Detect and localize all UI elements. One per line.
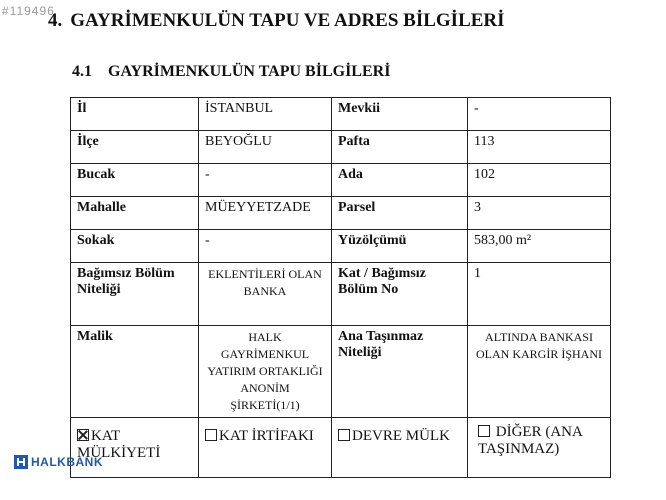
field-label: Ana Taşınmaz Niteliği [332,326,468,418]
checkbox-0 [77,429,89,441]
field-value: 113 [468,131,611,164]
field-label: Mevkii [332,98,468,131]
field-label: Malik [71,326,199,418]
ownership-option [199,418,332,478]
field-value: 583,00 m² [468,230,611,263]
field-value: ALTINDA BANKASI OLAN KARGİR İŞHANI [468,326,611,418]
field-value: 102 [468,164,611,197]
checkbox-1 [205,429,217,441]
section-number: 4. [48,10,63,31]
watermark: #119496 [2,4,55,18]
field-value: - [199,164,332,197]
ownership-label: DEVRE MÜLK [352,428,450,444]
ownership-row [71,418,611,478]
halkbank-logo-icon [14,455,28,469]
section-title: GAYRİMENKULÜN TAPU VE ADRES BİLGİLERİ [70,10,505,31]
ownership-label: KAT MÜLKİYETİ [77,428,161,461]
subsection-title: GAYRİMENKULÜN TAPU BİLGİLERİ [108,63,391,80]
field-value: - [199,230,332,263]
field-label: Parsel [332,197,468,230]
checkbox-3 [478,425,490,437]
field-label: Mahalle [71,197,199,230]
field-label: Ada [332,164,468,197]
ownership-option [332,418,468,478]
field-label: Kat / Bağımsız Bölüm No [332,263,468,326]
field-label: Bucak [71,164,199,197]
field-label: Pafta [332,131,468,164]
field-label: Bağımsız Bölüm Niteliği [71,263,199,326]
halkbank-logo [14,455,103,469]
title-deed-table [70,97,611,478]
field-value: İSTANBUL [199,98,332,131]
field-value: EKLENTİLERİ OLAN BANKA [199,263,332,326]
table-row [71,131,611,164]
section-heading [48,10,505,32]
field-label: Yüzölçümü [332,230,468,263]
table-row [71,197,611,230]
ownership-label: KAT İRTİFAKI [219,428,314,444]
table-row [71,263,611,326]
field-value: BEYOĞLU [199,131,332,164]
field-value: MÜEYYETZADE [199,197,332,230]
field-value: 3 [468,197,611,230]
table-row [71,98,611,131]
table-row [71,326,611,418]
ownership-option [468,418,611,478]
table-row [71,230,611,263]
subsection-number: 4.1 [72,63,92,80]
field-label: İl [71,98,199,131]
field-value: HALK GAYRİMENKUL YATIRIM ORTAKLIĞI ANONİM ŞİRKETİ(1/1) [199,326,332,418]
subsection-heading [72,63,390,81]
checkbox-2 [338,429,350,441]
table-row [71,164,611,197]
field-value: 1 [468,263,611,326]
ownership-label: DİĞER (ANA TAŞINMAZ) [478,424,582,457]
field-label: İlçe [71,131,199,164]
field-value: - [468,98,611,131]
logo-text: HALKBANK [31,455,103,469]
field-label: Sokak [71,230,199,263]
